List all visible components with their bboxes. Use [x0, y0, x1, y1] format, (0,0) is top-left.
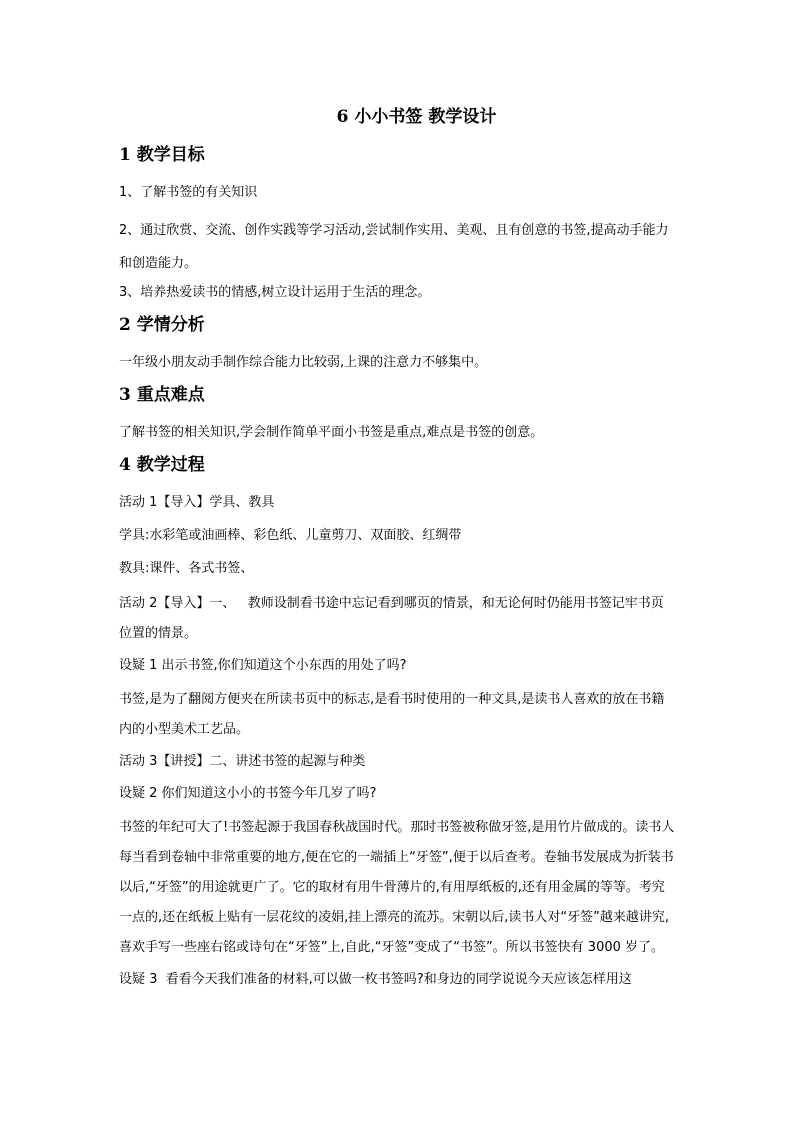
section-teaching-process [119, 452, 676, 993]
paragraph: 设疑 2 你们知道这小小的书签今年几岁了吗? [119, 786, 377, 801]
document-title: 6 小小书签 教学设计 [336, 107, 497, 127]
document-content [119, 104, 676, 993]
paragraph: 3、培养热爱读书的情感,树立设计运用于生活的理念。 [119, 285, 431, 300]
paragraph: 2、通过欣赏、交流、创作实践等学习活动,尝试制作实用、美观、且有创意的书签,提高动手能力和创造能力。 [119, 223, 669, 271]
section-heading: 4 教学过程 [119, 455, 205, 475]
paragraph: 活动 2【导入】一、 教师设制看书途中忘记看到哪页的情景，和无论何时仍能用书签记牢书页位置的情景。 [119, 596, 664, 641]
paragraph: 教具:课件、各式书签、 [119, 561, 254, 576]
paragraph: 了解书签的相关知识,学会制作简单平面小书签是重点,难点是书签的创意。 [119, 425, 544, 440]
section-heading: 2 学情分析 [119, 315, 205, 335]
paragraph: 活动 3【讲授】二、讲述书签的起源与种类 [119, 754, 366, 769]
paragraph: 书签的年纪可大了!书签起源于我国春秋战国时代。那时书签被称做牙签,是用竹片做成的。读书人每当看到卷轴中非常重要的地方,便在它的一端插上“牙签”,便于以后查考。卷轴书发展成为折装书以后,“牙签”的用途就更广了。它的取材有用牛骨薄片的,有用厚纸板的,还有用金属的等等。考究一点的,还在纸板上贴有一层花纹的凌娟,挂上漂亮的流苏。宋朝以后,读书人对“牙签”越来越讲究,喜欢手写一些座右铭或诗句在“牙签”上,自此,“牙签”变成了“书签”。所以书签快有 3000 岁了。 [119, 820, 675, 955]
section-key-points [119, 382, 676, 446]
paragraph: 活动 1【导入】学具、教具 [119, 495, 275, 510]
section-heading: 3 重点难点 [119, 385, 205, 405]
paragraph: 设疑 1 出示书签,你们知道这个小东西的用处了吗? [119, 658, 407, 673]
section-heading: 1 教学目标 [119, 145, 205, 165]
section-learner-analysis [119, 312, 676, 376]
section-teaching-goals [119, 142, 676, 306]
paragraph: 设疑 3 看看今天我们准备的材料,可以做一枚书签吗?和身边的同学说说今天应该怎样用这 [119, 972, 632, 987]
paragraph: 学具:水彩笔或油画棒、彩色纸、儿童剪刀、双面胶、红绸带 [119, 528, 462, 543]
paragraph: 1、了解书签的有关知识 [119, 185, 258, 200]
paragraph: 一年级小朋友动手制作综合能力比较弱,上课的注意力不够集中。 [119, 355, 488, 370]
paragraph: 书签,是为了翻阅方便夹在所读书页中的标志,是看书时使用的一种文具,是读书人喜欢的放在书籍内的小型美术工艺品。 [119, 692, 665, 737]
